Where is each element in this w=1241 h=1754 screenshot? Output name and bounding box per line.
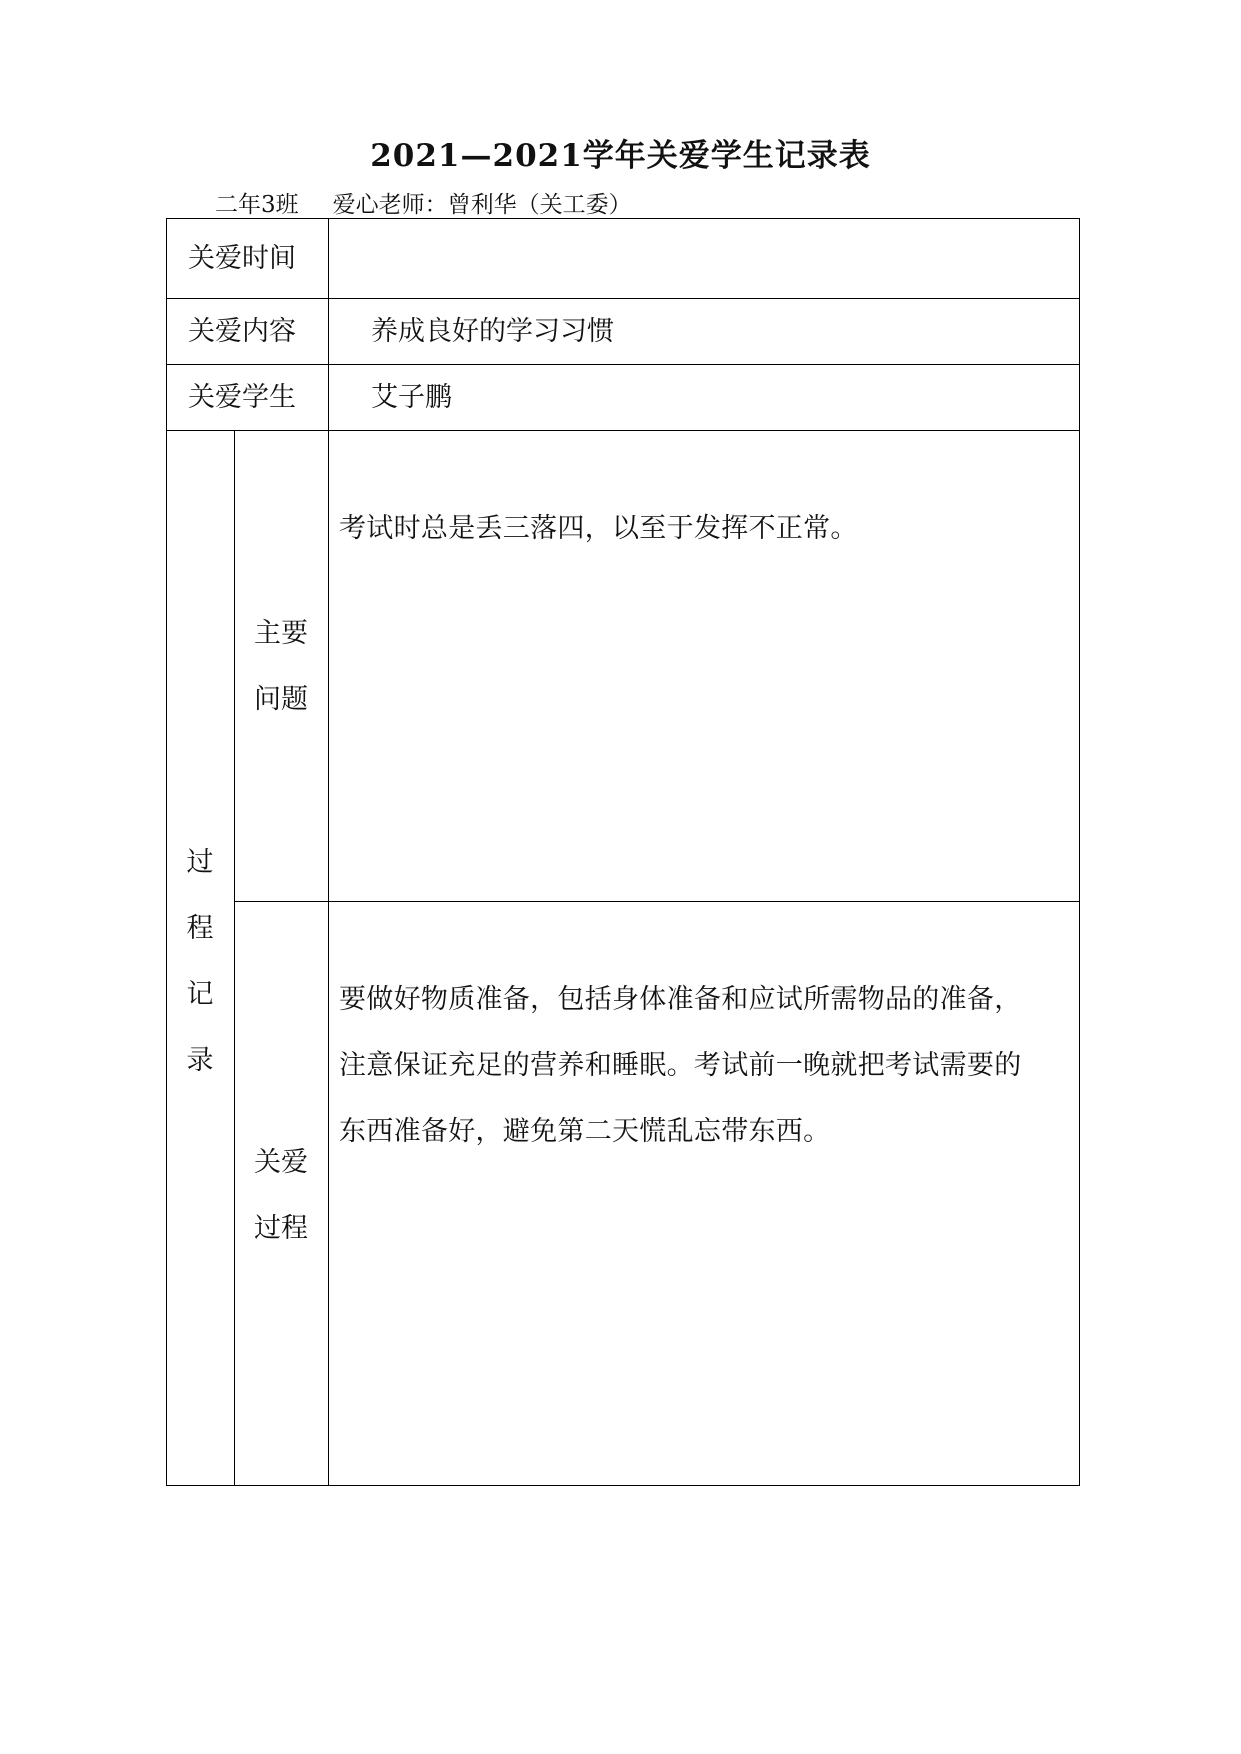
main-problem-label-line: 主要	[254, 618, 308, 649]
row-divider-1	[166, 298, 1080, 299]
table-border-right	[1079, 218, 1080, 1486]
main-problem-label	[234, 601, 328, 733]
care-content-value: 养成良好的学习习惯	[371, 316, 614, 347]
process-record-char: 录	[186, 1045, 214, 1076]
row-divider-2	[166, 364, 1080, 365]
process-record-char: 记	[186, 979, 214, 1010]
care-process-text-line: 要做好物质准备，包括身体准备和应试所需物品的准备，	[339, 984, 1022, 1015]
care-content-label: 关爱内容	[188, 316, 296, 347]
table-border-bottom	[166, 1485, 1080, 1486]
care-process-text-line: 注意保证充足的营养和睡眠。考试前一晚就把考试需要的	[339, 1050, 1022, 1081]
care-process-label	[234, 1130, 328, 1262]
row-divider-3	[166, 430, 1080, 431]
care-student-value: 艾子鹏	[371, 382, 452, 413]
teacher-line: 爱心老师：曾利华（关工委）	[332, 192, 632, 218]
header-meta	[215, 186, 632, 219]
row-divider-4	[234, 901, 1080, 902]
care-time-label: 关爱时间	[188, 243, 296, 274]
column-divider-label	[328, 218, 329, 1486]
column-divider-process	[234, 430, 235, 1486]
care-record-table	[166, 218, 1080, 1486]
process-record-char: 程	[186, 913, 214, 944]
table-border-top	[166, 218, 1080, 219]
care-process-text	[339, 967, 1079, 1165]
process-record-char: 过	[186, 847, 214, 878]
care-student-label: 关爱学生	[188, 382, 296, 413]
main-problem-label-line: 问题	[254, 684, 308, 715]
care-process-label-line: 关爱	[254, 1147, 308, 1178]
document-title: 2021—2021学年关爱学生记录表	[370, 138, 871, 174]
care-process-text-line: 东西准备好，避免第二天慌乱忘带东西。	[339, 1116, 831, 1147]
care-process-label-line: 过程	[254, 1213, 308, 1244]
class-label: 二年3班	[215, 192, 299, 218]
process-record-label	[166, 830, 234, 1094]
main-problem-text: 考试时总是丢三落四，以至于发挥不正常。	[339, 513, 858, 544]
